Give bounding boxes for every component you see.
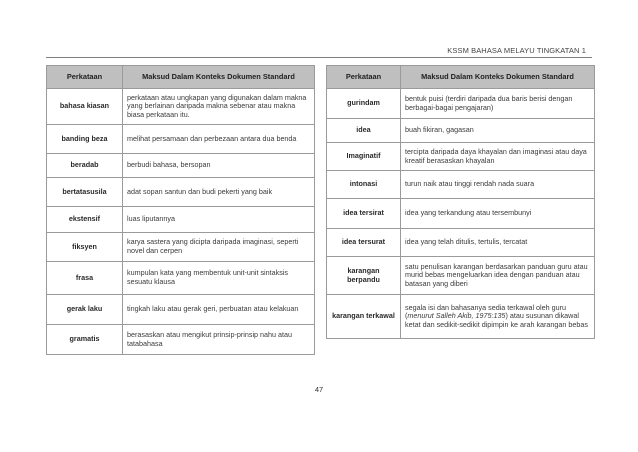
table-row xyxy=(47,125,315,154)
meaning-text: ) atau susunan dikawal ketat dan sedikit-sedikit dipimpin ke arah karangan bebas xyxy=(405,311,588,329)
term-cell: gerak laku xyxy=(47,295,123,325)
term-cell: idea tersurat xyxy=(327,229,401,257)
page-number: 47 xyxy=(314,385,324,394)
term-cell: banding beza xyxy=(47,125,123,154)
column-header-meaning: Maksud Dalam Konteks Dokumen Standard xyxy=(123,66,315,89)
meaning-cell: kumpulan kata yang membentuk unit-unit sintaksis sesuatu klausa xyxy=(123,262,315,295)
term-cell: intonasi xyxy=(327,171,401,199)
term-cell: frasa xyxy=(47,262,123,295)
meaning-cell: berbudi bahasa, bersopan xyxy=(123,154,315,178)
term-cell: gurindam xyxy=(327,89,401,119)
term-cell: idea tersirat xyxy=(327,199,401,229)
meaning-cell xyxy=(401,295,595,339)
table-row xyxy=(47,154,315,178)
meaning-cell: karya sastera yang dicipta daripada imaginasi, seperti novel dan cerpen xyxy=(123,233,315,262)
meaning-cell: turun naik atau tinggi rendah nada suara xyxy=(401,171,595,199)
table-row xyxy=(47,295,315,325)
meaning-cell: bentuk puisi (terdiri daripada dua baris berisi dengan berbagai-bagai pengajaran) xyxy=(401,89,595,119)
meaning-cell: perkataan atau ungkapan yang digunakan dalam makna yang berlainan daripada makna sebenar atau makna biasa perkataan itu. xyxy=(123,89,315,125)
table-row xyxy=(327,89,595,119)
table-row xyxy=(327,143,595,171)
term-cell: karangan terkawal xyxy=(327,295,401,339)
column-header-meaning: Maksud Dalam Konteks Dokumen Standard xyxy=(401,66,595,89)
table-row xyxy=(327,229,595,257)
table-row xyxy=(327,171,595,199)
table-row xyxy=(47,325,315,355)
table-row xyxy=(327,199,595,229)
term-cell: gramatis xyxy=(47,325,123,355)
table-row xyxy=(47,207,315,233)
term-cell: Imaginatif xyxy=(327,143,401,171)
table-header-row xyxy=(327,66,595,89)
table-row xyxy=(47,178,315,207)
term-cell: idea xyxy=(327,119,401,143)
meaning-cell: buah fikiran, gagasan xyxy=(401,119,595,143)
citation-text: menurut Salleh Akib, 1975:135 xyxy=(407,311,506,321)
term-cell: bahasa kiasan xyxy=(47,89,123,125)
table-row xyxy=(47,262,315,295)
table-row xyxy=(327,295,595,339)
meaning-cell: adat sopan santun dan budi pekerti yang baik xyxy=(123,178,315,207)
meaning-cell: satu penulisan karangan berdasarkan panduan guru atau murid bebas mengeluarkan idea dengan panduan atau batasan yang diberi xyxy=(401,257,595,295)
meaning-cell: tingkah laku atau gerak geri, perbuatan atau kelakuan xyxy=(123,295,315,325)
term-cell: fiksyen xyxy=(47,233,123,262)
table-row xyxy=(47,233,315,262)
column-header-term: Perkataan xyxy=(327,66,401,89)
meaning-cell: melihat persamaan dan perbezaan antara dua benda xyxy=(123,125,315,154)
term-cell: ekstensif xyxy=(47,207,123,233)
meaning-cell: idea yang terkandung atau tersembunyi xyxy=(401,199,595,229)
meaning-cell: idea yang telah ditulis, tertulis, tercatat xyxy=(401,229,595,257)
glossary-table-right xyxy=(326,65,595,339)
term-cell: karangan berpandu xyxy=(327,257,401,295)
meaning-cell: luas liputannya xyxy=(123,207,315,233)
column-header-term: Perkataan xyxy=(47,66,123,89)
term-cell: beradab xyxy=(47,154,123,178)
term-cell: bertatasusila xyxy=(47,178,123,207)
running-header: KSSM BAHASA MELAYU TINGKATAN 1 xyxy=(447,46,586,55)
meaning-cell: berasaskan atau mengikut prinsip-prinsip nahu atau tatabahasa xyxy=(123,325,315,355)
meaning-text: segala isi dan bahasanya sedia terkawal oleh guru ( xyxy=(405,302,567,321)
header-divider xyxy=(46,57,592,58)
table-row xyxy=(47,89,315,125)
table-row xyxy=(327,257,595,295)
meaning-cell: tercipta daripada daya khayalan dan imaginasi atau daya kreatif berasaskan khayalan xyxy=(401,143,595,171)
table-header-row xyxy=(47,66,315,89)
table-row xyxy=(327,119,595,143)
glossary-table-left xyxy=(46,65,315,355)
